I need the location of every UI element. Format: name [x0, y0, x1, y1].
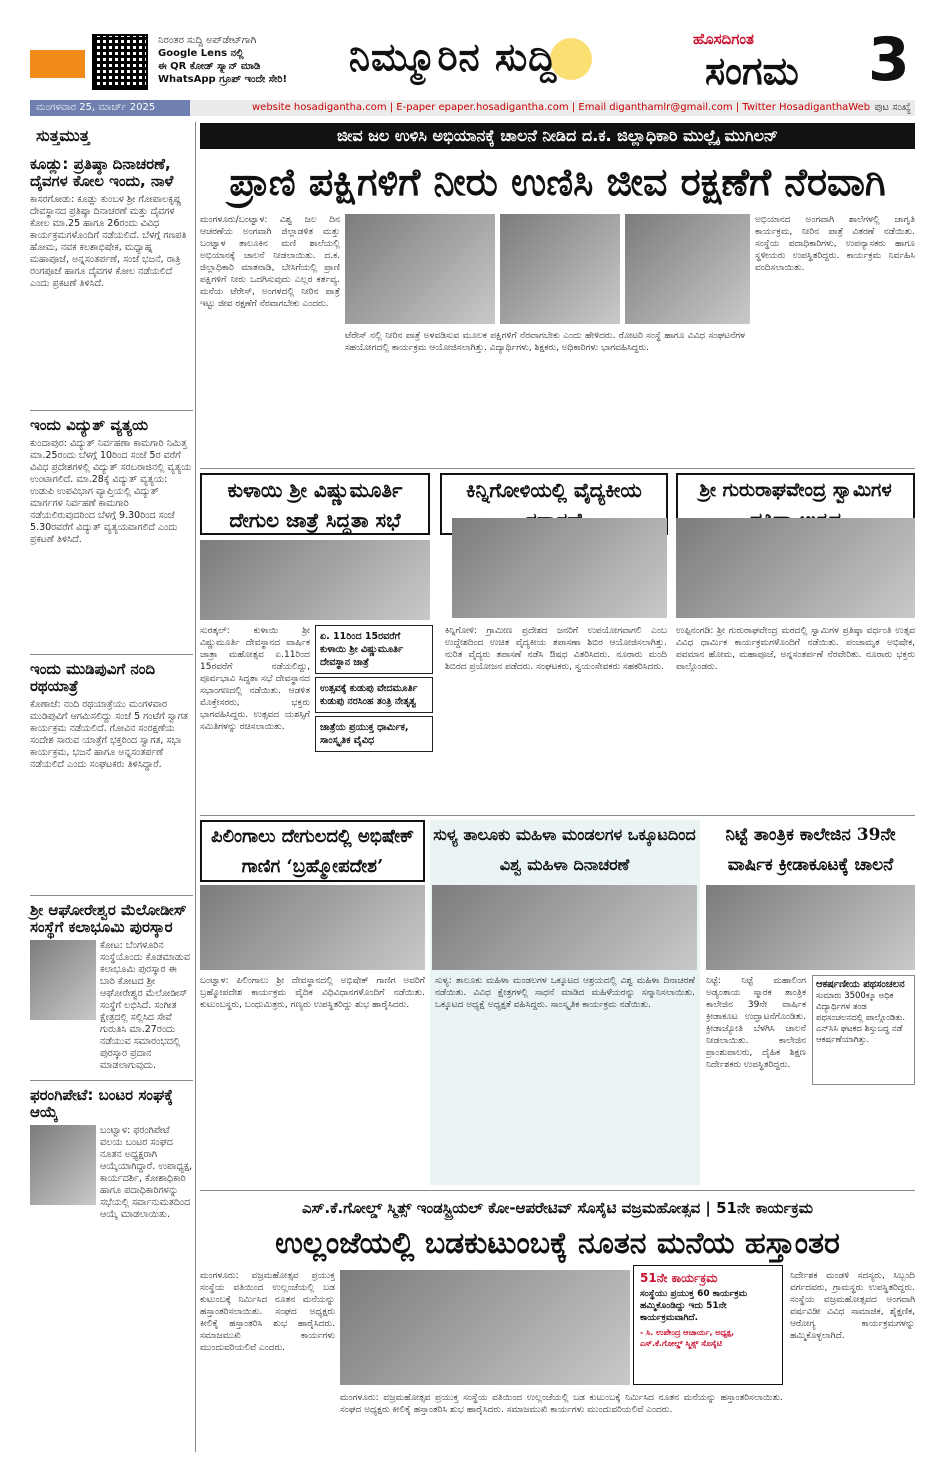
bottom-kicker: ಎಸ್.ಕೆ.ಗೋಲ್ಡ್ ಸ್ಮಿತ್ಸ್ ಇಂಡಸ್ಟ್ರಿಯಲ್ ಕೋ-ಆಪರೇಟಿವ್ ಸೊಸೈಟಿ ವಜ್ರಮಹೋತ್ಸವ | 51ನೇ ಕಾರ್ಯಕ್ರಮ [301, 1199, 814, 1217]
brief-headline: ಇಂದು ವಿದ್ಯುತ್ ವ್ಯತ್ಯಯ [30, 416, 149, 434]
story-headline: ಶ್ರೀ ಗುರುರಾಘವೇಂದ್ರ ಸ್ವಾಮಿಗಳ [676, 473, 915, 535]
qr-code[interactable] [92, 34, 148, 90]
divider [200, 468, 915, 469]
highlight-body: ಸುಮಾರು 3500ಕ್ಕೂ ಅಧಿಕ ವಿದ್ಯಾರ್ಥಿಗಳ ತಂಡ ಪಥಸಂಚಲನದಲ್ಲಿ ಪಾಲ್ಗೊಂಡಿತು. ಎನ್‌ಸಿಸಿ ಘಟಕದ ಶಿಸ್ತುಬದ್ಧ ನಡೆ ಆಕರ್ಷಣೆಯಾಗಿತ್ತು. [816, 991, 906, 1045]
lead-photo-1 [345, 214, 495, 324]
left-column [30, 122, 193, 1452]
lead-body-left: ಮಂಗಳೂರು/ಬಂಟ್ವಾಳ: ವಿಶ್ವ ಜಲ ದಿನ ಆಚರಣೆಯ ಅಂಗವಾಗಿ ಜಿಲ್ಲಾಡಳಿತ ಮತ್ತು ಬಂಟ್ವಾಳ ತಾಲೂಕಿನ ಮಣಿ ಶಾಲೆಯಲ್ಲಿ ಅಭಿಯಾನಕ್ಕೆ ಚಾಲನೆ ನೀಡಲಾಯಿತು. ದ.ಕ. ಜಿಲ್ಲಾಧಿಕಾರಿ ಮಾತನಾಡಿ, ಬೇಸಿಗೆಯಲ್ಲಿ ಪ್ರಾಣಿ ಪಕ್ಷಿಗಳಿಗೆ ನೀರು ಒದಗಿಸುವುದು ಎಲ್ಲರ ಕರ್ತವ್ಯ. ಮನೆಯ ಟೆರೇಸ್, ಅಂಗಳದಲ್ಲಿ ನೀರಿನ ಪಾತ್ರೆ ಇಟ್ಟು ಜೀವ ರಕ್ಷಣೆಗೆ ನೆರವಾಗಬೇಕು ಎಂದರು. [200, 215, 340, 309]
brief-body: ಕೊಣಾಜೆ: ನಂದಿ ರಥಯಾತ್ರೆಯು ಮಂಗಳವಾರ ಮುಡಿಪುವಿಗೆ ಆಗಮಿಸಲಿದ್ದು ಸಂಜೆ 5 ಗಂಟೆಗೆ ಸ್ವಾಗತ ಕಾರ್ಯಕ್ರಮ ನಡೆಯಲಿದೆ. ಗೋವಿನ ಸಂರಕ್ಷಣೆಯ ಸಂದೇಶ ಸಾರುವ ಯಾತ್ರೆಗೆ ಭಕ್ತರಿಂದ ಸ್ವಾಗತ, ಸಭಾ ಕಾರ್ಯಕ್ರಮ, ಭಜನೆ ಹಾಗೂ ಅನ್ನಸಂತರ್ಪಣೆ ನಡೆಯಲಿದೆ ಎಂದು ಸಂಘಟಕರು ತಿಳಿಸಿದ್ದಾರೆ. [30, 699, 188, 770]
divider [30, 410, 193, 411]
program-ad-box [633, 1265, 783, 1385]
story-photo [452, 518, 667, 618]
qr-note-line: WhatsApp ಗ್ರೂಪ್ ಇಂದೇ ಸೇರಿ! [158, 74, 288, 85]
lead-kicker: ಜೀವ ಜಲ ಉಳಿಸಿ ಅಭಿಯಾನಕ್ಕೆ ಚಾಲನೆ ನೀಡಿದ ದ.ಕ. ಜಿಲ್ಲಾಧಿಕಾರಿ ಮುಲ್ಲೈ ಮುಗಿಲನ್ [200, 123, 915, 149]
story-headline: ಪಿಲಿಂಗಾಲು ದೇಗುಲದಲ್ಲಿ ಅಭಿಷೇಕ್ ಗಾಣಿಗ ‘ಬ್ರಹ್ಮೋಪದೇಶ’ [200, 820, 425, 882]
brief-body: ಕೋಟ: ಬೆಂಗಳೂರಿನ ಸಂಸ್ಥೆಯೊಂದು ಕೊಡಮಾಡುವ ಕಲಾಭೂಮಿ ಪುರಸ್ಕಾರ ಈ ಬಾರಿ ಕೋಟದ ಶ್ರೀ ಆಘೋರೇಶ್ವರ ಮೆಲೋಡೀಸ್ ಸಂಸ್ಥೆಗೆ ಲಭಿಸಿದೆ. ಸಂಗೀತ ಕ್ಷೇತ್ರದಲ್ಲಿ ಸಲ್ಲಿಸಿದ ಸೇವೆ ಗುರುತಿಸಿ ಮಾ.27ರಂದು ನಡೆಯುವ ಸಮಾರಂಭದಲ್ಲಿ ಪುರಸ್ಕಾರ ಪ್ರದಾನ ಮಾಡಲಾಗುವುದು. [100, 940, 191, 1070]
ad-body: ಸಂಸ್ಥೆಯು ಪ್ರಯುಕ್ತ 60 ಕಾರ್ಯಕ್ರಮ ಹಮ್ಮಿಕೊಂಡಿದ್ದು ಇದು 51ನೇ ಕಾರ್ಯಕ್ರಮವಾಗಿದೆ. [640, 1289, 748, 1323]
bullet-item: ಜಾತ್ರೆಯ ಪ್ರಯುಕ್ತ ಧಾರ್ಮಿಕ, ಸಾಂಸ್ಕೃತಿಕ ವೈವಿಧ [315, 716, 433, 752]
story-headline: ಕುಳಾಯಿ ಶ್ರೀ ವಿಷ್ಣುಮೂರ್ತಿ ದೇಗುಲ ಜಾತ್ರೆ ಸಿದ್ಧತಾ ಸಭೆ [200, 473, 430, 535]
person-photo [30, 1125, 96, 1205]
story-body: ಉಪ್ಪಿನಂಗಡಿ: ಶ್ರೀ ಗುರುರಾಘವೇಂದ್ರ ಮಠದಲ್ಲಿ ಸ್ವಾಮಿಗಳ ಪ್ರತಿಷ್ಠಾ ವರ್ಧಂತಿ ಉತ್ಸವ ವಿವಿಧ ಧಾರ್ಮಿಕ ಕಾರ್ಯಕ್ರಮಗಳೊಂದಿಗೆ ನಡೆಯಿತು. ಪಂಚಾಮೃತ ಅಭಿಷೇಕ, ಪವಮಾನ ಹೋಮ, ಮಹಾಪೂಜೆ, ಅನ್ನಸಂತರ್ಪಣೆ ನೆರವೇರಿತು. ನೂರಾರು ಭಕ್ತರು ಪಾಲ್ಗೊಂಡರು. [676, 626, 915, 672]
brand-name: ಹೊಸದಿಗಂತ [693, 30, 754, 48]
contact-links[interactable]: website hosadigantha.com | E-paper epaper.hosadigantha.com | Email diganthamlr@gmail.com | Twitter HosadiganthaWeb [252, 102, 871, 113]
divider [30, 1080, 193, 1081]
story-body: ಸುಳ್ಯ: ತಾಲೂಕು ಮಹಿಳಾ ಮಂಡಲಗಳ ಒಕ್ಕೂಟದ ಆಶ್ರಯದಲ್ಲಿ ವಿಶ್ವ ಮಹಿಳಾ ದಿನಾಚರಣೆ ನಡೆಯಿತು. ವಿವಿಧ ಕ್ಷೇತ್ರಗಳಲ್ಲಿ ಸಾಧನೆ ಮಾಡಿದ ಮಹಿಳೆಯರನ್ನು ಸನ್ಮಾನಿಸಲಾಯಿತು. ಒಕ್ಕೂಟದ ಅಧ್ಯಕ್ಷೆ ಅಧ್ಯಕ್ಷತೆ ವಹಿಸಿದ್ದರು. ಸಾಂಸ್ಕೃತಿಕ ಕಾರ್ಯಕ್ರಮ ನಡೆಯಿತು. [435, 976, 695, 1010]
divider [30, 895, 193, 896]
story-body: ನಿಟ್ಟೆ: ನಿಟ್ಟೆ ಮಹಾಲಿಂಗ ಅಡ್ಯಂತಾಯ ಸ್ಮಾರಕ ತಾಂತ್ರಿಕ ಕಾಲೇಜಿನ 39ನೇ ವಾರ್ಷಿಕ ಕ್ರೀಡಾಕೂಟ ಉದ್ಘಾಟನೆಗೊಂಡಿತು. ಕ್ರೀಡಾಜ್ಯೋತಿ ಬೆಳಗಿಸಿ ಚಾಲನೆ ನೀಡಲಾಯಿತು. ಕಾಲೇಜಿನ ಪ್ರಾಂಶುಪಾಲರು, ದೈಹಿಕ ಶಿಕ್ಷಣ ನಿರ್ದೇಶಕರು ಉಪಸ್ಥಿತರಿದ್ದರು. [706, 976, 806, 1070]
ad-title: 51ನೇ ಕಾರ್ಯಕ್ರಮ [640, 1271, 718, 1285]
story-headline: ನಿಟ್ಟೆ ತಾಂತ್ರಿಕ ಕಾಲೇಜಿನ 39ನೇ ವಾರ್ಷಿಕ ಕ್ರೀಡಾಕೂಟಕ್ಕೆ ಚಾಲನೆ [725, 825, 896, 875]
bullet-box [315, 625, 433, 752]
ad-signature: - ಸಿ. ಉಪೇಂದ್ರ ಆಚಾರ್ಯ, ಅಧ್ಯಕ್ಷ, ಎಸ್.ಕೆ.ಗೋಲ್ಡ್ ಸ್ಮಿತ್ಸ್ ಸೊಸೈಟಿ [640, 1328, 735, 1348]
brief-body: ಕುಂದಾಪುರ: ವಿದ್ಯುತ್ ನಿರ್ವಹಣಾ ಕಾಮಗಾರಿ ನಿಮಿತ್ತ ಮಾ.25ರಂದು ಬೆಳಗ್ಗೆ 10ರಿಂದ ಸಂಜೆ 5ರ ವರೆಗೆ ವಿವಿಧ ಪ್ರದೇಶಗಳಲ್ಲಿ ವಿದ್ಯುತ್ ಸರಬರಾಜಿನಲ್ಲಿ ವ್ಯತ್ಯಯ ಉಂಟಾಗಲಿದೆ. ಮಾ.28ಕ್ಕೆ ವಿದ್ಯುತ್ ವ್ಯತ್ಯಯ: ಉಡುಪಿ ಉಪವಿಭಾಗ ವ್ಯಾಪ್ತಿಯಲ್ಲಿ ವಿದ್ಯುತ್ ಮಾರ್ಗಗಳ ನಿರ್ವಹಣೆ ಕಾಮಗಾರಿ ನಡೆಯಲಿರುವುದರಿಂದ ಬೆಳಗ್ಗೆ 9.30ರಿಂದ ಸಂಜೆ 5.30ರವರೆಗೆ ವಿದ್ಯುತ್ ವ್ಯತ್ಯಯವಾಗಲಿದೆ ಎಂದು ಪ್ರಕಟಣೆ ತಿಳಿಸಿದೆ. [30, 438, 192, 545]
qr-note-line: ಈ QR ಕೋಡ್ ಸ್ಕ್ಯಾನ್ ಮಾಡಿ [158, 61, 261, 72]
qr-note-line: ನಿರಂತರ ಸುದ್ದಿ ಅಪ್‌ಡೇಟ್‌ಗಾಗಿ [158, 35, 257, 46]
story-photo [200, 885, 425, 970]
column-logo-text: ಸುತ್ತಮುತ್ತ [36, 126, 90, 145]
brief-headline: ಶ್ರೀ ಆಘೋರೇಶ್ವರ ಮೆಲೋಡೀಸ್ ಸಂಸ್ಥೆಗೆ ಕಲಾಭೂಮಿ ಪುರಸ್ಕಾರ [30, 901, 187, 936]
lead-photo-2 [500, 214, 620, 324]
bullet-item: ಉತ್ಸವಕ್ಕೆ ಕುಡುಪು ವೇದಮೂರ್ತಿ ಕುಡುಪು ನರಸಿಂಹ ತಂತ್ರಿ ನೇತೃತ್ವ [315, 677, 433, 713]
brief-body: ಬಂಟ್ವಾಳ: ಫರಂಗಿಪೇಟೆ ವಲಯ ಬಂಟರ ಸಂಘದ ನೂತನ ಅಧ್ಯಕ್ಷರಾಗಿ ಆಯ್ಕೆಯಾಗಿದ್ದಾರೆ. ಉಪಾಧ್ಯಕ್ಷ, ಕಾರ್ಯದರ್ಶಿ, ಕೋಶಾಧಿಕಾರಿ ಹಾಗೂ ಪದಾಧಿಕಾರಿಗಳನ್ನು ಸಭೆಯಲ್ಲಿ ಸರ್ವಾನುಮತದಿಂದ ಆಯ್ಕೆ ಮಾಡಲಾಯಿತು. [100, 1125, 193, 1220]
brief-headline: ಫರಂಗಿಪೇಟೆ: ಬಂಟರ ಸಂಘಕ್ಕೆ ಆಯ್ಕೆ [30, 1086, 173, 1121]
story-headline: ಸುಳ್ಯ ತಾಲೂಕು ಮಹಿಳಾ ಮಂಡಲಗಳ ಒಕ್ಕೂಟದಿಂದ ವಿಶ್ವ ಮಹಿಳಾ ದಿನಾಚರಣೆ [432, 820, 697, 882]
story-photo [432, 885, 697, 970]
qr-note [158, 34, 298, 86]
divider [30, 654, 193, 655]
qr-note-line: Google Lens ನಲ್ಲಿ [158, 48, 244, 59]
divider [200, 1190, 915, 1191]
bottom-body-mid: ಮಂಗಳೂರು: ವಜ್ರಮಹೋತ್ಸವ ಪ್ರಯುಕ್ತ ಸಂಸ್ಥೆಯ ವತಿಯಿಂದ ಉಲ್ಲಂಜೆಯಲ್ಲಿ ಬಡ ಕುಟುಂಬಕ್ಕೆ ನಿರ್ಮಿಸಿದ ನೂತನ ಮನೆಯನ್ನು ಹಸ್ತಾಂತರಿಸಲಾಯಿತು. ಸಂಘದ ಅಧ್ಯಕ್ಷರು ಕೀಲಿಕೈ ಹಸ್ತಾಂತರಿಸಿ ಶುಭ ಹಾರೈಸಿದರು. ಸಮಾಜಮುಖಿ ಕಾರ್ಯಗಳು ಮುಂದುವರಿಯಲಿವೆ ಎಂದರು. [340, 1393, 783, 1415]
story-body: ಬಂಟ್ವಾಳ: ಪಿಲಿಂಗಾಲು ಶ್ರೀ ದೇವಸ್ಥಾನದಲ್ಲಿ ಅಭಿಷೇಕ್ ಗಾಣಿಗ ಅವರಿಗೆ ಬ್ರಹ್ಮೋಪದೇಶ ಕಾರ್ಯಕ್ರಮ ವೈದಿಕ ವಿಧಿವಿಧಾನಗಳೊಂದಿಗೆ ನಡೆಯಿತು. ಕುಟುಂಬಸ್ಥರು, ಬಂಧುಮಿತ್ರರು, ಗಣ್ಯರು ಉಪಸ್ಥಿತರಿದ್ದು ಶುಭ ಹಾರೈಸಿದರು. [200, 976, 425, 1010]
page-number: 3 [868, 25, 910, 95]
lead-headline: ಪ್ರಾಣಿ ಪಕ್ಷಿಗಳಿಗೆ ನೀರು ಉಣಿಸಿ ಜೀವ ರಕ್ಷಣೆಗೆ ನೆರವಾಗಿ [229, 159, 886, 204]
page-label: ಪುಟ ಸಂಖ್ಯೆ [874, 102, 911, 113]
bottom-body-left: ಮಂಗಳೂರು: ವಜ್ರಮಹೋತ್ಸವ ಪ್ರಯುಕ್ತ ಸಂಸ್ಥೆಯ ವತಿಯಿಂದ ಉಲ್ಲಂಜೆಯಲ್ಲಿ ಬಡ ಕುಟುಂಬಕ್ಕೆ ನಿರ್ಮಿಸಿದ ನೂತನ ಮನೆಯನ್ನು ಹಸ್ತಾಂತರಿಸಲಾಯಿತು. ಸಂಘದ ಅಧ್ಯಕ್ಷರು ಕೀಲಿಕೈ ಹಸ್ತಾಂತರಿಸಿ ಶುಭ ಹಾರೈಸಿದರು. ಸಮಾಜಮುಖಿ ಕಾರ್ಯಗಳು ಮುಂದುವರಿಯಲಿವೆ ಎಂದರು. [200, 1271, 335, 1353]
column-logo [30, 122, 193, 150]
highlight-box [812, 975, 915, 1085]
orange-accent-box [30, 50, 85, 78]
bottom-headline: ಉಲ್ಲಂಜೆಯಲ್ಲಿ ಬಡಕುಟುಂಬಕ್ಕೆ ನೂತನ ಮನೆಯ ಹಸ್ತಾಂತರ [275, 1226, 840, 1261]
brief-body: ಕಾಸರಗೋಡು: ಕೂಡ್ಲು ಕುಂಬಳ ಶ್ರೀ ಗೋಪಾಲಕೃಷ್ಣ ದೇವಸ್ಥಾನದ ಪ್ರತಿಷ್ಠಾ ದಿನಾಚರಣೆ ಮತ್ತು ದೈವಗಳ ಕೋಲ ಮಾ.25 ಹಾಗೂ 26ರಂದು ವಿವಿಧ ಕಾರ್ಯಕ್ರಮಗಳೊಂದಿಗೆ ನಡೆಯಲಿದೆ. ಬೆಳಗ್ಗೆ ಗಣಪತಿ ಹೋಮ, ನವಕ ಕಲಶಾಭಿಷೇಕ, ಮಧ್ಯಾಹ್ನ ಮಹಾಪೂಜೆ, ಅನ್ನಸಂತರ್ಪಣೆ, ಸಂಜೆ ಭಜನೆ, ರಾತ್ರಿ ರಂಗಪೂಜೆ ಹಾಗೂ ದೈವಗಳ ಕೋಲ ನಡೆಯಲಿದೆ ಎಂದು ಪ್ರಕಟಣೆ ತಿಳಿಸಿದೆ. [30, 194, 187, 289]
date-bar [30, 100, 915, 116]
story-photo [200, 540, 430, 620]
bullet-item: ಏ. 11ರಿಂದ 15ರವರೆಗೆ ಕುಳಾಯಿ ಶ್ರೀ ವಿಷ್ಣುಮೂರ್ತಿ ದೇವಸ್ಥಾನ ಜಾತ್ರೆ [315, 625, 433, 674]
highlight-title: ಆಕರ್ಷಣೀಯ ಪಥಸಂಚಲನ [816, 979, 905, 990]
lead-photo-3 [625, 214, 750, 324]
section-title: ಸಂಗಮ [705, 48, 799, 93]
story-body: ಸುರತ್ಕಲ್: ಕುಳಾಯಿ ಶ್ರೀ ವಿಷ್ಣುಮೂರ್ತಿ ದೇವಸ್ಥಾನದ ವಾರ್ಷಿಕ ಜಾತ್ರಾ ಮಹೋತ್ಸವ ಏ.11ರಿಂದ 15ರವರೆಗೆ ನಡೆಯಲಿದ್ದು, ಪೂರ್ವಭಾವಿ ಸಿದ್ಧತಾ ಸಭೆ ದೇವಸ್ಥಾನದ ಸಭಾಂಗಣದಲ್ಲಿ ನಡೆಯಿತು. ಆಡಳಿತ ಮೊಕ್ತೇಸರರು, ಭಕ್ತರು ಭಾಗವಹಿಸಿದ್ದರು. ಉತ್ಸವದ ಯಶಸ್ಸಿಗೆ ಸಮಿತಿಗಳನ್ನು ರಚಿಸಲಾಯಿತು. [200, 626, 310, 732]
person-photo [30, 940, 96, 1020]
lead-body-mid: ಟೆರೇಸ್ ನಲ್ಲಿ ನೀರಿನ ಪಾತ್ರೆ ಅಳವಡಿಸುವ ಮೂಲಕ ಪಕ್ಷಿಗಳಿಗೆ ನೆರವಾಗಬೇಕು ಎಂದು ಹೇಳಿದರು. ರೋಟರಿ ಸಂಸ್ಥೆ ಹಾಗೂ ವಿವಿಧ ಸಂಘಟನೆಗಳ ಸಹಯೋಗದಲ್ಲಿ ಕಾರ್ಯಕ್ರಮ ಆಯೋಜಿಸಲಾಗಿತ್ತು. ವಿದ್ಯಾರ್ಥಿಗಳು, ಶಿಕ್ಷಕರು, ಅಧಿಕಾರಿಗಳು ಭಾಗವಹಿಸಿದ್ದರು. [345, 331, 745, 353]
brief-headline: ಇಂದು ಮುಡಿಪುವಿಗೆ ನಂದಿ ರಥಯಾತ್ರೆ [30, 660, 156, 695]
brief-headline: ಕೂಡ್ಲು: ಪ್ರತಿಷ್ಠಾ ದಿನಾಚರಣೆ, ದೈವಗಳ ಕೋಲ ಇಂದು, ನಾಳೆ [30, 155, 174, 190]
column-divider [195, 122, 196, 1452]
story-headline: ಕಿನ್ನಿಗೋಳಿಯಲ್ಲಿ ವೈದ್ಯಕೀಯ [440, 473, 668, 535]
story-body: ಕಿನ್ನಿಗೋಳಿ: ಗ್ರಾಮೀಣ ಪ್ರದೇಶದ ಜನರಿಗೆ ಉಪಯೋಗವಾಗಲಿ ಎಂಬ ಉದ್ದೇಶದಿಂದ ಉಚಿತ ವೈದ್ಯಕೀಯ ತಪಾಸಣಾ ಶಿಬಿರ ಆಯೋಜಿಸಲಾಗಿತ್ತು. ನುರಿತ ವೈದ್ಯರು ತಪಾಸಣೆ ನಡೆಸಿ ಔಷಧ ವಿತರಿಸಿದರು. ನೂರಾರು ಮಂದಿ ಶಿಬಿರದ ಪ್ರಯೋಜನ ಪಡೆದರು. ಸಂಘಟಕರು, ಸ್ವಯಂಸೇವಕರು ಸಹಕರಿಸಿದರು. [445, 626, 667, 672]
divider [200, 815, 915, 816]
bottom-body-right: ನಿರ್ದೇಶಕ ಮಂಡಳಿ ಸದಸ್ಯರು, ಸಿಬ್ಬಂದಿ ವರ್ಗದವರು, ಗ್ರಾಮಸ್ಥರು ಉಪಸ್ಥಿತರಿದ್ದರು. ಸಂಸ್ಥೆಯ ವಜ್ರಮಹೋತ್ಸವದ ಅಂಗವಾಗಿ ವರ್ಷವಿಡೀ ವಿವಿಧ ಸಾಮಾಜಿಕ, ಶೈಕ್ಷಣಿಕ, ಆರೋಗ್ಯ ಕಾರ್ಯಕ್ರಮಗಳನ್ನು ಹಮ್ಮಿಕೊಳ್ಳಲಾಗಿದೆ. [790, 1271, 915, 1341]
issue-date: ಮಂಗಳವಾರ 25, ಮಾರ್ಚ್ 2025 [30, 100, 190, 116]
bottom-photo [340, 1270, 630, 1385]
story-photo [706, 885, 915, 970]
story-photo [676, 518, 915, 618]
masthead-title: ನಿಮ್ಮೂರಿನ ಸುದ್ದಿ [348, 34, 558, 79]
lead-body-right: ಅಭಿಯಾನದ ಅಂಗವಾಗಿ ಶಾಲೆಗಳಲ್ಲಿ ಜಾಗೃತಿ ಕಾರ್ಯಕ್ರಮ, ನೀರಿನ ಪಾತ್ರೆ ವಿತರಣೆ ನಡೆಯಿತು. ಸಂಸ್ಥೆಯ ಪದಾಧಿಕಾರಿಗಳು, ಉಪನ್ಯಾಸಕರು ಹಾಗೂ ಸ್ಥಳೀಯರು ಉಪಸ್ಥಿತರಿದ್ದರು. ಕಾರ್ಯಕ್ರಮ ನಿರ್ವಹಿಸಿ ವಂದಿಸಲಾಯಿತು. [755, 215, 915, 273]
